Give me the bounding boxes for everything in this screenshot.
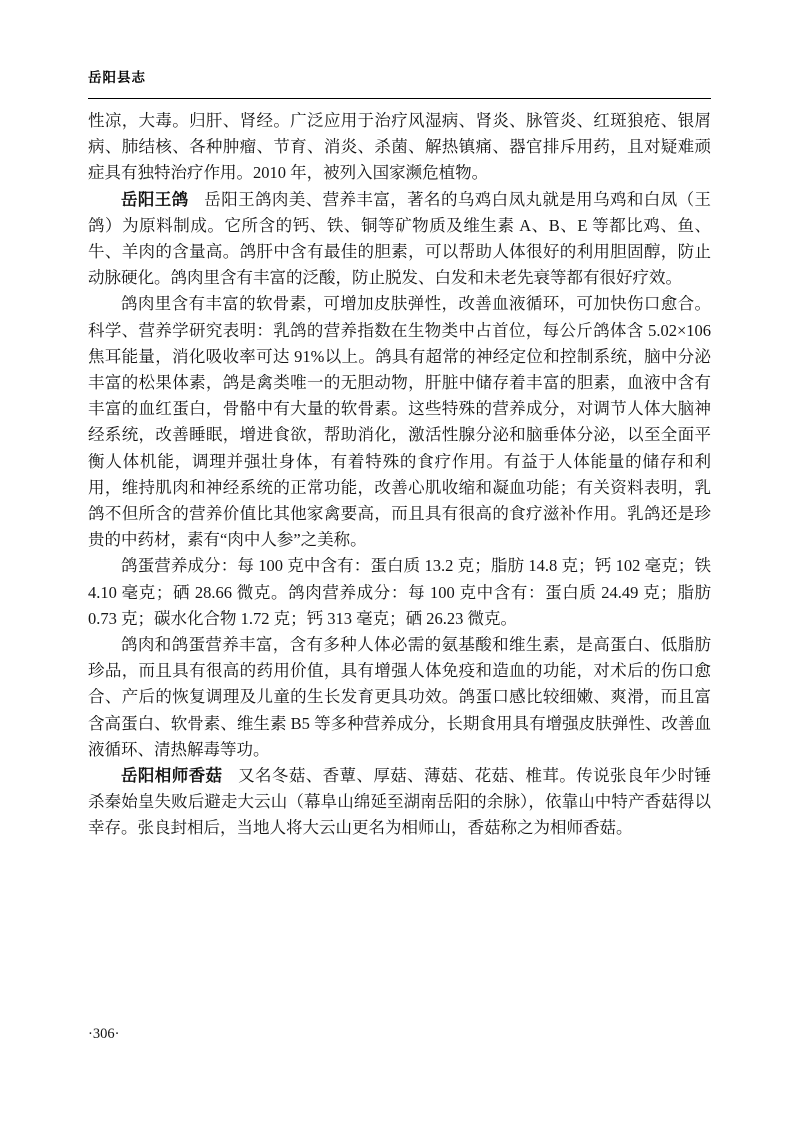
paragraph-text: 鸽肉里含有丰富的软骨素，可增加皮肤弹性，改善血液循环，可加快伤口愈合。科学、营养学研究表明：乳鸽的营养指数在生物类中占首位，每公斤鸽体含 5.02×106 焦耳能量，消化吸收率可达 91%以上。鸽具有超常的神经定位和控制系统，脑中分泌丰富的松果体素，鸽是禽类唯一的无胆动物，肝脏中储存着丰富的胆素，血液中含有丰富的血红蛋白，骨骼中有大量的软骨素。这些特殊的营养成分，对调节人体大脑神经系统，改善睡眠，增进食欲，帮助消化，激活性腺分泌和脑垂体分泌，以至全面平衡人体机能，调理并强壮身体，有着特殊的食疗作用。有益于人体能量的储存和利用，维持肌肉和神经系统的正常功能，改善心肌收缩和凝血功能；有关资料表明，乳鸽不但所含的营养价值比其他家禽要高，而且具有很高的食疗滋补作用。乳鸽还是珍贵的中药材，素有“肉中人参”之美称。	[88, 294, 711, 550]
body-text	[88, 108, 711, 842]
page-header	[88, 66, 711, 99]
page-footer	[88, 1026, 119, 1043]
paragraph-text: 鸽肉和鸽蛋营养丰富，含有多种人体必需的氨基酸和维生素，是高蛋白、低脂肪珍品，而且具有很高的药用价值，具有增强人体免疫和造血的功能，对术后的伤口愈合、产后的恢复调理及儿童的生长发育更具功效。鸽蛋口感比较细嫩、爽滑，而且富含高蛋白、软骨素、维生素 B5 等多种营养成分，长期食用具有增强皮肤弹性、改善血液循环、清热解毒等功。	[88, 635, 711, 759]
header-rule	[88, 98, 711, 99]
paragraph-text: 又名冬菇、香蕈、厚菇、薄菇、花菇、椎茸。传说张良年少时锤杀秦始皇失败后避走大云山（幕阜山绵延至湖南岳阳的余脉），依靠山中特产香菇得以幸存。张良封相后，当地人将大云山更名为相师山，香菇称之为相师香菇。	[88, 766, 712, 838]
entry-term: 岳阳王鸽	[121, 189, 189, 209]
entry-term: 岳阳相师香菇	[121, 766, 223, 786]
paragraph-text: 鸽蛋营养成分：每 100 克中含有：蛋白质 13.2 克；脂肪 14.8 克；钙 102 毫克；铁 4.10 毫克；硒 28.66 微克。鸽肉营养成分：每 100 克中含有：蛋白质 24.49 克；脂肪 0.73 克；碳水化合物 1.72 克；钙 313 毫克；硒 26.23 微克。	[88, 556, 711, 628]
paragraph	[88, 763, 711, 842]
paragraph	[88, 632, 711, 763]
paragraph	[88, 187, 711, 292]
paragraph-text: 岳阳王鸽肉美、营养丰富，著名的乌鸡白凤丸就是用乌鸡和白凤（王鸽）为原料制成。它所含的钙、铁、铜等矿物质及维生素 A、B、E 等都比鸡、鱼、牛、羊肉的含量高。鸽肝中含有最佳的胆素，可以帮助人体很好的利用胆固醇，防止动脉硬化。鸽肉里含有丰富的泛酸，防止脱发、白发和未老先衰等都有很好疗效。	[88, 189, 712, 288]
page-number: ·306·	[88, 1026, 120, 1042]
paragraph	[88, 108, 711, 187]
paragraph-text: 性凉，大毒。归肝、肾经。广泛应用于治疗风湿病、肾炎、脉管炎、红斑狼疮、银屑病、肺结核、各种肿瘤、节育、消炎、杀菌、解热镇痛、器官排斥用药，且对疑难顽症具有独特治疗作用。2010 年，被列入国家濒危植物。	[88, 111, 711, 183]
paragraph	[88, 553, 711, 632]
book-title: 岳阳县志	[88, 70, 146, 85]
paragraph	[88, 291, 711, 553]
